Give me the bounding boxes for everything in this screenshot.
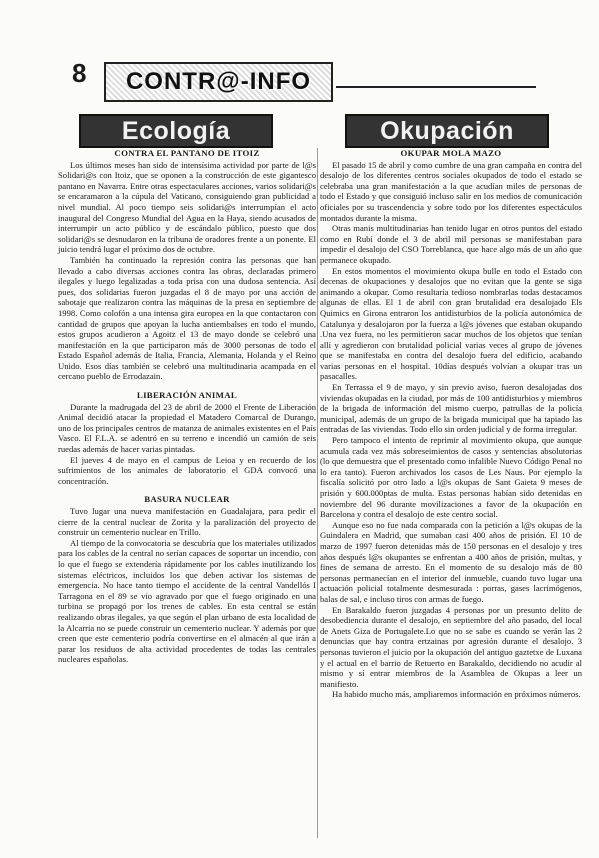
article-paragraph: Pero tampoco el intento de reprimir al movimiento okupa, que aunque acumula cada vez más sobreseimientos de casos y sentencias absolutorias (lo que demuestra que el presentado como infalible Nuevo Código Penal no lo era tanto). Fueron archivados los casos de Les Naus. Por ejemplo la fiscalía solicitó por otro lado a l@s okupas de Sant Gaieta 9 meses de prisión y 600.000ptas de multa. Estas personas habían sido detenidas en noviembre del 96 durante movilizaciones a favor de la okupación en Barcelona y contra el desalojo de este centro social. xyxy=(320,435,582,520)
article-basura-nuclear xyxy=(58,494,316,665)
article-paragraph: En estos momentos el movimiento okupa bulle en todo el Estado con decenas de okupaciones y desalojos que no evitan que la gente se siga animando a okupar. Como resultaría tedioso nombrarlas todas destacamos algunas de ellas. El 1 de abril con gran brutalidad era desalojado Els Quimics en Girona entraron los antidisturbios de la policía autonómica de Catalunya y desalojaron por la fuerza a l@s jóvenes que estaban okupando .Una vez fuera, no les permitieron sacar muchos de los objetos que tenían allí y agredieron con brutalidad policial varias veces al grupo de jóvenes que se manifestaba en contra del desalojo fuera del edificio, acabando varias personas en el hospital. 10días después volvían a okupar tras un pasacalles. xyxy=(320,265,582,382)
article-title: OKUPAR MOLA MAZO xyxy=(400,148,502,158)
masthead xyxy=(104,62,333,102)
article-title: BASURA NUCLEAR xyxy=(144,494,230,505)
section-title-left: Ecología xyxy=(121,116,231,145)
right-column xyxy=(320,148,582,700)
article-paragraph: Aunque eso no fue nada comparada con la petición a l@s okupas de la Guindalera en Madrid, que sumaban casi 400 años de prisión. El 10 de marzo de 1997 fueron detenidas más de 150 personas en el desalojo y tres años después l@s okupantes se enfrentan a 400 años de prisión, multas, y fines de semana de arresto. En el momento de su desalojo más de 80 personas permanecían en el interior del inmueble, cuando tuvo lugar una actuación policial totalmente desmesurada : porras, gases lacrimógenos, balas de sal, e incluso tiros con armas de fuego. xyxy=(320,519,582,604)
article-itoiz xyxy=(58,148,316,382)
article-okupar-mola-mazo xyxy=(320,148,582,700)
article-paragraph: Ha habido mucho más, ampliaremos información en próximos números. xyxy=(332,689,581,700)
section-heading-ecologia xyxy=(79,114,273,148)
article-paragraph: El jueves 4 de mayo en el campus de Leioa y en recuerdo de los sufrimientos de los animales de laboratorio el GDA convocó una concentración. xyxy=(58,454,316,486)
article-paragraph: Tuvo lugar una nueva manifestación en Guadalajara, para pedir el cierre de la central nuclear de Zorita y la paralización del proyecto de construir un cementerio nuclear en Trillo. xyxy=(58,506,316,538)
article-paragraph: Al tiempo de la convocatoria se descubría que los materiales utilizados para los cables de la central no serían capaces de soportar un incendio, con lo que el fuego se extendería rápidamente por los cables inutilizando los sistemas eléctricos, incluidos los que deben activar los sistemas de emergencia. No hace tanto tiempo el accidente de la central Vandellós I Tarragona en el 89 se vio agravado por que el fuego originado en una turbina se propagó por los trenes de cables. En esta central se están realizando obras ilegales, ya que según el plan urbano de esta localidad de la Alcarria no se puede construir un cementerio nuclear. Y además por que creen que este cementerio podría convertirse en el almacén al que irán a parar los residuos de alta actividad procedentes de todas las centrales nucleares españolas. xyxy=(58,537,316,665)
article-title: LIBERACIÓN ANIMAL xyxy=(136,390,238,401)
page-number: 8 xyxy=(72,58,87,88)
section-title-right: Okupación xyxy=(380,116,514,145)
article-paragraph: El pasado 15 de abril y como cumbre de una gran campaña en contra del desalojo de los diferentes centros sociales okupados de todo el estado se celebraba una gran manifestación a la que acudían miles de personas de todo el Estado y que consiguió incluso salir en los medios de comunicación oficiales por su trascendencia y sobre todo por los diferentes espectáculos montados durante la misma. xyxy=(320,159,582,223)
article-liberacion-animal xyxy=(58,390,316,486)
article-title: CONTRA EL PANTANO DE ITOIZ xyxy=(114,148,260,158)
article-paragraph: En Terrassa el 9 de mayo, y sin previo aviso, fueron desalojadas dos viviendas okupadas en la ciudad, por más de 100 antidisturbios y miembros de la brigada de información del mismo cuerpo, patrullas de la policía municipal, además de un grupo de la brigada municipal que ha tapiado las entradas de las viviendas. Todo ello sin orden judicial y de forma irregular. xyxy=(320,382,582,435)
article-paragraph: En Barakaldo fueron juzgadas 4 personas por un presunto delito de desobediencia durante el desalojo, en septiembre del año pasado, del local de Anets Giza de Portugalete.Lo que no se sabe es cuando se verán las 2 denuncias que hay contra ertzainas por agresión durante el desalojo. 3 personas tuvieron el juicio por la okupación del antiguo gaztetxe de Luxana y el actual en el barrio de Retuerto en Barakaldo, decidiendo no acudir al mismo y sí entrar miembros de la Asamblea de Okupas a leer un manifiesto. xyxy=(320,604,582,689)
masthead-title: CONTR@-INFO xyxy=(125,68,312,95)
column-divider xyxy=(317,148,318,838)
article-paragraph: Los últimos meses han sido de intensísima actividad por parte de l@s Solidari@s con Itoiz, que se oponen a la construcción de este gigantesco pantano en Navarra. Entre otras espectaculares acciones, varios solidari@s se encaramaron a la cúpula del Vaticano, consiguiendo gran publicidad a nivel mundial. Al poco tiempo seis solidari@s interrumpían el acto inaugural del Congreso Mundial del Agua en la Haya, siendo acusados de interrumpir un acto público y de escándalo público, puesto que dos solidari@s se desnudaron en la tribuna de oradores frente a un ponente. El juicio tendrá lugar el próximo dos de octubre. xyxy=(58,159,316,255)
article-paragraph: También ha continuado la represión contra las personas que han llevado a cabo diversas acciones contra las obras, declaradas primero ilegales y luego legalizadas a toda prisa con una dudosa sentencia. Así pues, dos solidarias fueron juzgadas el 8 de mayo por una acción de sabotaje que realizaron contra las máquinas de la presa en septiembre de 1998. Como colofón a una intensa gira europea en la que contactaron con cantidad de grupos que apoyan la lucha antiembalses en todo el mundo, estos grupos acudieron a Agoitz el 13 de mayo donde se celebró una manifestación en la que participaron más de 3000 personas de todo el Estado Español además de Italia, Francia, Alemania, Holanda y el Reino Unido. Esos días también se celebró una multitudinaria acampada en el cercano pueblo de Errodazain. xyxy=(58,254,316,382)
header-rule xyxy=(336,86,536,88)
section-heading-okupacion xyxy=(345,114,549,148)
left-column xyxy=(58,148,316,665)
article-paragraph: Otras manis multitudinarias han tenido lugar en otros puntos del estado como en Rubí donde el 3 de abril mil personas se manifestaban para impedir el desalojo del CSO Torreblanca, que hace algo más de un año que permanece okupado. xyxy=(320,223,582,265)
article-paragraph: Durante la madrugada del 23 de abril de 2000 el Frente de Liberación Animal decidió atacar la propiedad el Matadero Comarcal de Durango, uno de los principales centros de matanza de animales existentes en el País Vasco. El F.L.A. se adentró en su terreno e incendió un camión de seis ruedas además de hacer varias pintadas. xyxy=(58,401,316,455)
